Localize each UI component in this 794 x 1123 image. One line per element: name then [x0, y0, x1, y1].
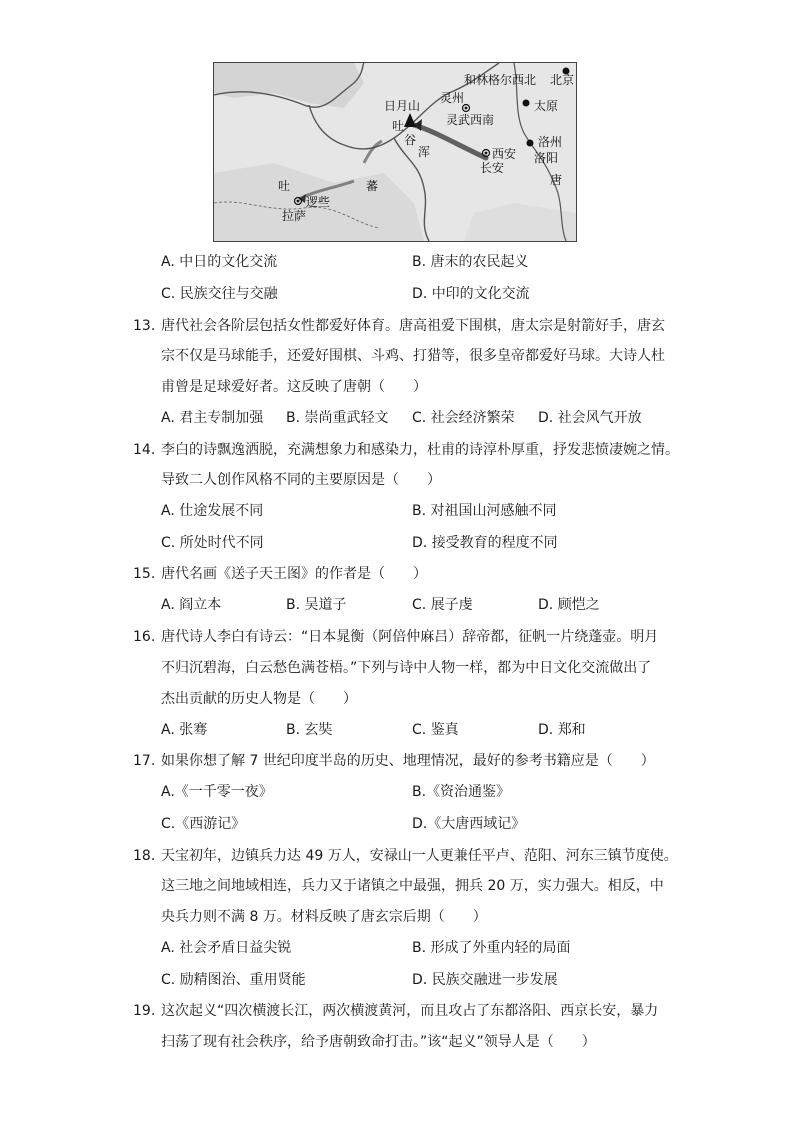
option-16-a[interactable]: A. 张骞 [161, 722, 208, 738]
map-label-xian: 西安 [492, 147, 517, 161]
option-17-b[interactable]: B.《资治通鉴》 [412, 784, 511, 800]
option-14-c[interactable]: C. 所处时代不同 [161, 535, 264, 551]
map-label-lingzhou: 灵州 [440, 91, 465, 105]
question-number: 14. [133, 442, 156, 458]
question-text-line: 宗不仅是马球能手，还爱好围棋、斗鸡、打猎等，很多皇帝都爱好马球。大诗人杜 [161, 348, 665, 364]
map-label-tu2: 吐 [278, 179, 291, 193]
map-label-luoxie: 逻些 [306, 195, 331, 209]
option-15-c[interactable]: C. 展子虔 [412, 597, 473, 613]
option-14-d[interactable]: D. 接受教育的程度不同 [412, 535, 558, 551]
option-17-a[interactable]: A.《一千零一夜》 [161, 784, 273, 800]
map-label-luoyang: 洛阳 [534, 151, 559, 165]
option-17-c[interactable]: C.《西游记》 [161, 816, 246, 832]
map-label-hun: 浑 [418, 145, 431, 159]
map-label-helin: 和林格尔西北 [464, 73, 537, 87]
question-text-line: 李白的诗飘逸洒脱，充满想象力和感染力，杜甫的诗淳朴厚重，抒发悲愤凄婉之情。 [161, 442, 679, 458]
option-14-b[interactable]: B. 对祖国山河感触不同 [412, 503, 557, 519]
option-15-d[interactable]: D. 顾恺之 [538, 597, 600, 613]
option-12-b[interactable]: B. 唐末的农民起义 [412, 254, 529, 270]
question-number: 17. [133, 753, 156, 769]
historical-map [213, 62, 577, 242]
map-label-taiyuan: 太原 [534, 99, 559, 113]
question-text-line: 天宝初年，边镇兵力达 49 万人，安禄山一人更兼任平卢、范阳、河东三镇节度使。 [161, 848, 678, 864]
map-label-changan: 长安 [480, 161, 505, 175]
option-17-d[interactable]: D.《大唐西域记》 [412, 816, 526, 832]
option-16-d[interactable]: D. 郑和 [538, 722, 586, 738]
question-number: 18. [133, 848, 156, 864]
option-15-b[interactable]: B. 吴道子 [286, 597, 347, 613]
option-12-d[interactable]: D. 中印的文化交流 [412, 286, 530, 302]
question-text-line: 这三地之间地域相连，兵力又于诸镇之中最强，拥兵 20 万，实力强大。相反，中 [161, 878, 664, 894]
question-number: 13. [133, 318, 156, 334]
option-14-a[interactable]: A. 仕途发展不同 [161, 503, 264, 519]
map-label-tang: 唐 [550, 173, 563, 187]
map-label-fan: 蕃 [366, 179, 379, 193]
option-18-c[interactable]: C. 励精图治、重用贤能 [161, 972, 306, 988]
question-text-line: 唐代社会各阶层包括女性都爱好体育。唐高祖爱下围棋，唐太宗是射箭好手，唐玄 [161, 318, 665, 334]
question-text-line: 导致二人创作风格不同的主要原因是（ ） [161, 472, 441, 488]
option-15-a[interactable]: A. 阎立本 [161, 597, 222, 613]
map-label-luozhou: 洛州 [538, 135, 563, 149]
option-18-d[interactable]: D. 民族交融进一步发展 [412, 972, 558, 988]
option-13-d[interactable]: D. 社会风气开放 [538, 410, 642, 426]
question-text-line: 扫荡了现有社会秩序，给予唐朝致命打击。”该“起义”领导人是（ ） [161, 1034, 596, 1050]
map-label-riyue: 日月山 [384, 99, 421, 113]
question-number: 16. [133, 629, 156, 645]
question-text-line: 唐代诗人李白有诗云：“日本晁衡（阿倍仲麻吕）辞帝都，征帆一片绕蓬壶。明月 [161, 629, 659, 645]
map-label-beijing: 北京 [550, 73, 575, 87]
question-text-line: 央兵力则不满 8 万。材料反映了唐玄宗后期（ ） [161, 909, 487, 925]
question-number: 15. [133, 566, 156, 582]
option-13-c[interactable]: C. 社会经济繁荣 [412, 410, 515, 426]
option-18-b[interactable]: B. 形成了外重内轻的局面 [412, 940, 571, 956]
question-text-line: 杰出贡献的历史人物是（ ） [161, 691, 357, 707]
map-label-tu1: 吐 [392, 119, 405, 133]
map-label-gu: 谷 [404, 133, 417, 147]
option-13-b[interactable]: B. 崇尚重武轻文 [286, 410, 389, 426]
option-16-c[interactable]: C. 鉴真 [412, 722, 459, 738]
question-text-line: 唐代名画《送子天王图》的作者是（ ） [161, 566, 427, 582]
map-label-lasa: 拉萨 [282, 209, 307, 223]
map-label-lingwu: 灵武西南 [446, 113, 495, 127]
option-18-a[interactable]: A. 社会矛盾日益尖锐 [161, 940, 292, 956]
option-12-c[interactable]: C. 民族交往与交融 [161, 286, 278, 302]
question-number: 19. [133, 1003, 156, 1019]
map-graphic [214, 63, 576, 241]
question-text-line: 这次起义“四次横渡长江，两次横渡黄河，而且攻占了东都洛阳、西京长安，暴力 [161, 1003, 659, 1019]
option-12-a[interactable]: A. 中日的文化交流 [161, 254, 278, 270]
question-text-line: 不归沉碧海，白云愁色满苍梧。”下列与诗中人物一样，都为中日文化交流做出了 [161, 660, 652, 676]
option-13-a[interactable]: A. 君主专制加强 [161, 410, 264, 426]
option-16-b[interactable]: B. 玄奘 [286, 722, 333, 738]
question-text-line: 甫曾是足球爱好者。这反映了唐朝（ ） [161, 379, 427, 395]
question-text-line: 如果你想了解 7 世纪印度半岛的历史、地理情况，最好的参考书籍应是（ ） [161, 753, 655, 769]
